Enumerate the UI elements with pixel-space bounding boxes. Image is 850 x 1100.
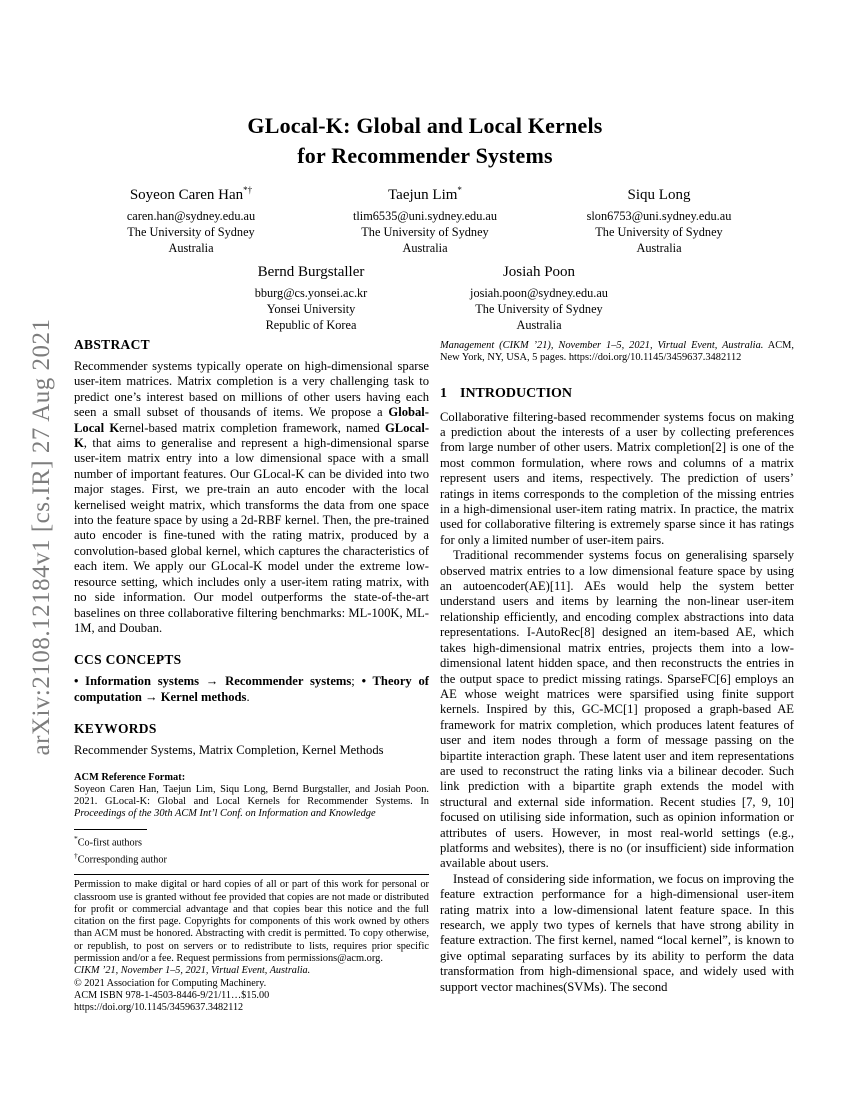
footnote-corresponding [74, 850, 429, 867]
author-card [425, 258, 653, 333]
venue-text: CIKM ’21, November 1–5, 2021, Virtual Event, Australia. [74, 965, 311, 977]
author-country: Australia [402, 241, 448, 255]
author-country: Australia [516, 318, 562, 332]
author-email: bburg@cs.yonsei.ac.kr [254, 286, 368, 300]
author-name-text: Siqu Long [627, 187, 691, 203]
author-country: Australia [168, 241, 214, 255]
ccs-paragraph: • Information systems → Recommender systems; • Theory of computation → Kernel methods. [74, 674, 429, 704]
author-name [542, 181, 776, 205]
footnote-text: Corresponding author [77, 854, 167, 866]
intro-paragraph-3: Instead of considering side information, we focus on improving the feature extraction performance for a high-dimensional user-item rating matrix into a low-dimensional latent feature space. In this research, we apply two types of kernels that have strong ability in feature extraction. The first kernel, named “local kernel”, is known to give optimal separating surfaces by its ability to perform the data transformation from high-dimensional space, and widely used with support vector machines(SVMs). The second [440, 871, 794, 994]
permission-paragraph: Permission to make digital or hard copies of all or part of this work for personal or classroom use is granted without fee provided that copies are not made or distributed for profit or commercial advantage and that copies bear this notice and the full citation on the first page. Copyrights for components of this work owned by others than ACM must be honored. Abstracting with credit is permitted. To copy otherwise, or republish, to post on servers or to redistribute to lists, requires prior specific permission and/or a fee. Request permissions from permissions@acm.org. [74, 879, 429, 964]
copyright-line: © 2021 Association for Computing Machinery. [74, 977, 267, 989]
doi-line: https://doi.org/10.1145/3459637.3482112 [74, 1002, 244, 1014]
right-column [440, 340, 794, 995]
author-email: slon6753@uni.sydney.edu.au [586, 209, 732, 223]
paper-title-line1: GLocal-K: Global and Local Kernels [247, 113, 603, 138]
arxiv-watermark: arXiv:2108.12184v1 [cs.IR] 27 Aug 2021 [28, 318, 55, 756]
section-number: 1 [440, 385, 447, 401]
author-card [74, 181, 308, 256]
abstract-heading: ABSTRACT [74, 337, 150, 352]
author-country: Australia [636, 241, 682, 255]
footnote-marker: † [74, 851, 78, 861]
author-name [197, 258, 425, 282]
footnote-text: Co-first authors [77, 837, 142, 849]
author-email: josiah.poon@sydney.edu.au [470, 286, 608, 300]
author-card [542, 181, 776, 256]
introduction-heading [440, 386, 794, 402]
author-affiliation: The University of Sydney [595, 225, 723, 239]
intro-paragraph-1: Collaborative filtering-based recommender systems focus on making a prediction about the interests of a user by collecting preferences from large number of other users. Matrix completion[2] is one of the most common formulation, where rows and columns of a matrix represent users and items, respectively. The prediction of users’ ratings in items corresponds to the completion of the missing entries in a high-dimensional user-item rating matrix. In practice, the matrix used for collaborative filtering is extremely sparse since it has ratings for only a limited number of user-item pairs. [440, 409, 794, 547]
intro-paragraph-2: Traditional recommender systems focus on generalising sparsely observed matrix entries to a low dimensional feature space by using an autoencoder(AE)[11]. AEs would help the system better understand users and items by learning the non-linear user-item relationship efficiently, and encoding complex abstractions into data representations. I-AutoRec[8] designed an item-based AE, which takes high-dimensional matrix entries, projects them into a low-dimensional latent hidden space, and then reconstructs the entries in the output space to predict missing ratings. SparseFC[6] employs an AE whose weight matrices were sparsified using finite support kernels. Inspired by this, GC-MC[1] proposed a graph-based AE framework for matrix completion, which produces latent features of user and item nodes through a form of message passing on the bipartite interaction graph. These latent user and item representations are used to reconstruct the rating links via a bilinear decoder. Such link prediction with a bipartite graph extends the model with structural and external side information. Recent studies [7, 9, 10] focused on utilising side information, such as opinion information or attributes of users. However, in most real-world settings (e.g., platforms and websites), there is no (or insufficient) side information available about users. [440, 548, 794, 871]
author-name-text: Bernd Burgstaller [257, 264, 365, 280]
paper-title-line2: for Recommender Systems [297, 143, 553, 168]
author-footnote-marker: * [457, 185, 462, 195]
author-affiliation: Yonsei University [266, 302, 356, 316]
author-country: Republic of Korea [265, 318, 357, 332]
author-card [308, 181, 542, 256]
abstract-paragraph: Recommender systems typically operate on high-dimensional sparse user-item matrices. Matrix completion is a very challenging task to predict one’s interest based on millions of other users having each seen a small subset of thousands of items. We propose a Global-Local Kernel-based matrix completion framework, named GLocal-K, that aims to generalise and represent a high-dimensional sparse user-item matrix entry into a low dimensional space with a small number of important features. Our GLocal-K can be divided into two major stages. First, we pre-train an auto encoder with the local kernelised weight matrix, which transforms the data from one space into the feature space by using a 2d-RBF kernel. Then, the pre-trained auto encoder is fine-tuned with the rating matrix, produced by a convolution-based global kernel, which captures the characteristics of each item. We apply our GLocal-K model under the extreme low-resource setting, which includes only a user-item rating matrix, with no side information. Our model outperforms the state-of-the-art baselines on three collaborative filtering benchmarks: ML-100K, ML-1M, and Douban. [74, 359, 430, 635]
author-name-text: Soyeon Caren Han [129, 187, 244, 203]
footnote-cofirst [74, 833, 429, 850]
author-affiliation: The University of Sydney [475, 302, 603, 316]
keywords-paragraph: Recommender Systems, Matrix Completion, Kernel Methods [74, 743, 384, 758]
author-name [308, 181, 542, 205]
venue-line [74, 965, 429, 977]
left-column [74, 337, 429, 1014]
author-name [74, 181, 308, 205]
author-affiliation: The University of Sydney [361, 225, 489, 239]
author-name [425, 258, 653, 282]
authors-row-2 [197, 258, 653, 333]
authors-row-1 [74, 181, 776, 256]
footnote-divider [74, 829, 147, 830]
isbn-line: ACM ISBN 978-1-4503-8446-9/21/11…$15.00 [74, 989, 270, 1001]
permission-divider [74, 874, 429, 875]
author-email: caren.han@sydney.edu.au [126, 209, 256, 223]
author-email: tlim6535@uni.sydney.edu.au [352, 209, 498, 223]
paper-title [0, 111, 850, 171]
section-title: INTRODUCTION [460, 385, 573, 401]
author-footnote-marker: *† [243, 185, 253, 195]
author-name-text: Taejun Lim [388, 187, 458, 203]
footnote-marker: * [74, 834, 78, 844]
author-card [197, 258, 425, 333]
acm-reference-heading: ACM Reference Format: [74, 771, 186, 783]
ccs-heading: CCS CONCEPTS [74, 652, 182, 668]
author-name-text: Josiah Poon [502, 264, 576, 280]
acm-reference-continuation: Management (CIKM ’21), November 1–5, 2021, Virtual Event, Australia. ACM, New York, NY, USA, 5 pages. https://doi.org/10.1145/3459637.3482112 [440, 340, 794, 364]
acm-reference-paragraph: Soyeon Caren Han, Taejun Lim, Siqu Long, Bernd Burgstaller, and Josiah Poon. 2021. GLocal-K: Global and Local Kernels for Recommender Systems. In Proceedings of the 30th ACM Int’l Conf. on Information and Knowledge [74, 783, 429, 820]
author-affiliation: The University of Sydney [127, 225, 255, 239]
keywords-heading: KEYWORDS [74, 721, 157, 737]
